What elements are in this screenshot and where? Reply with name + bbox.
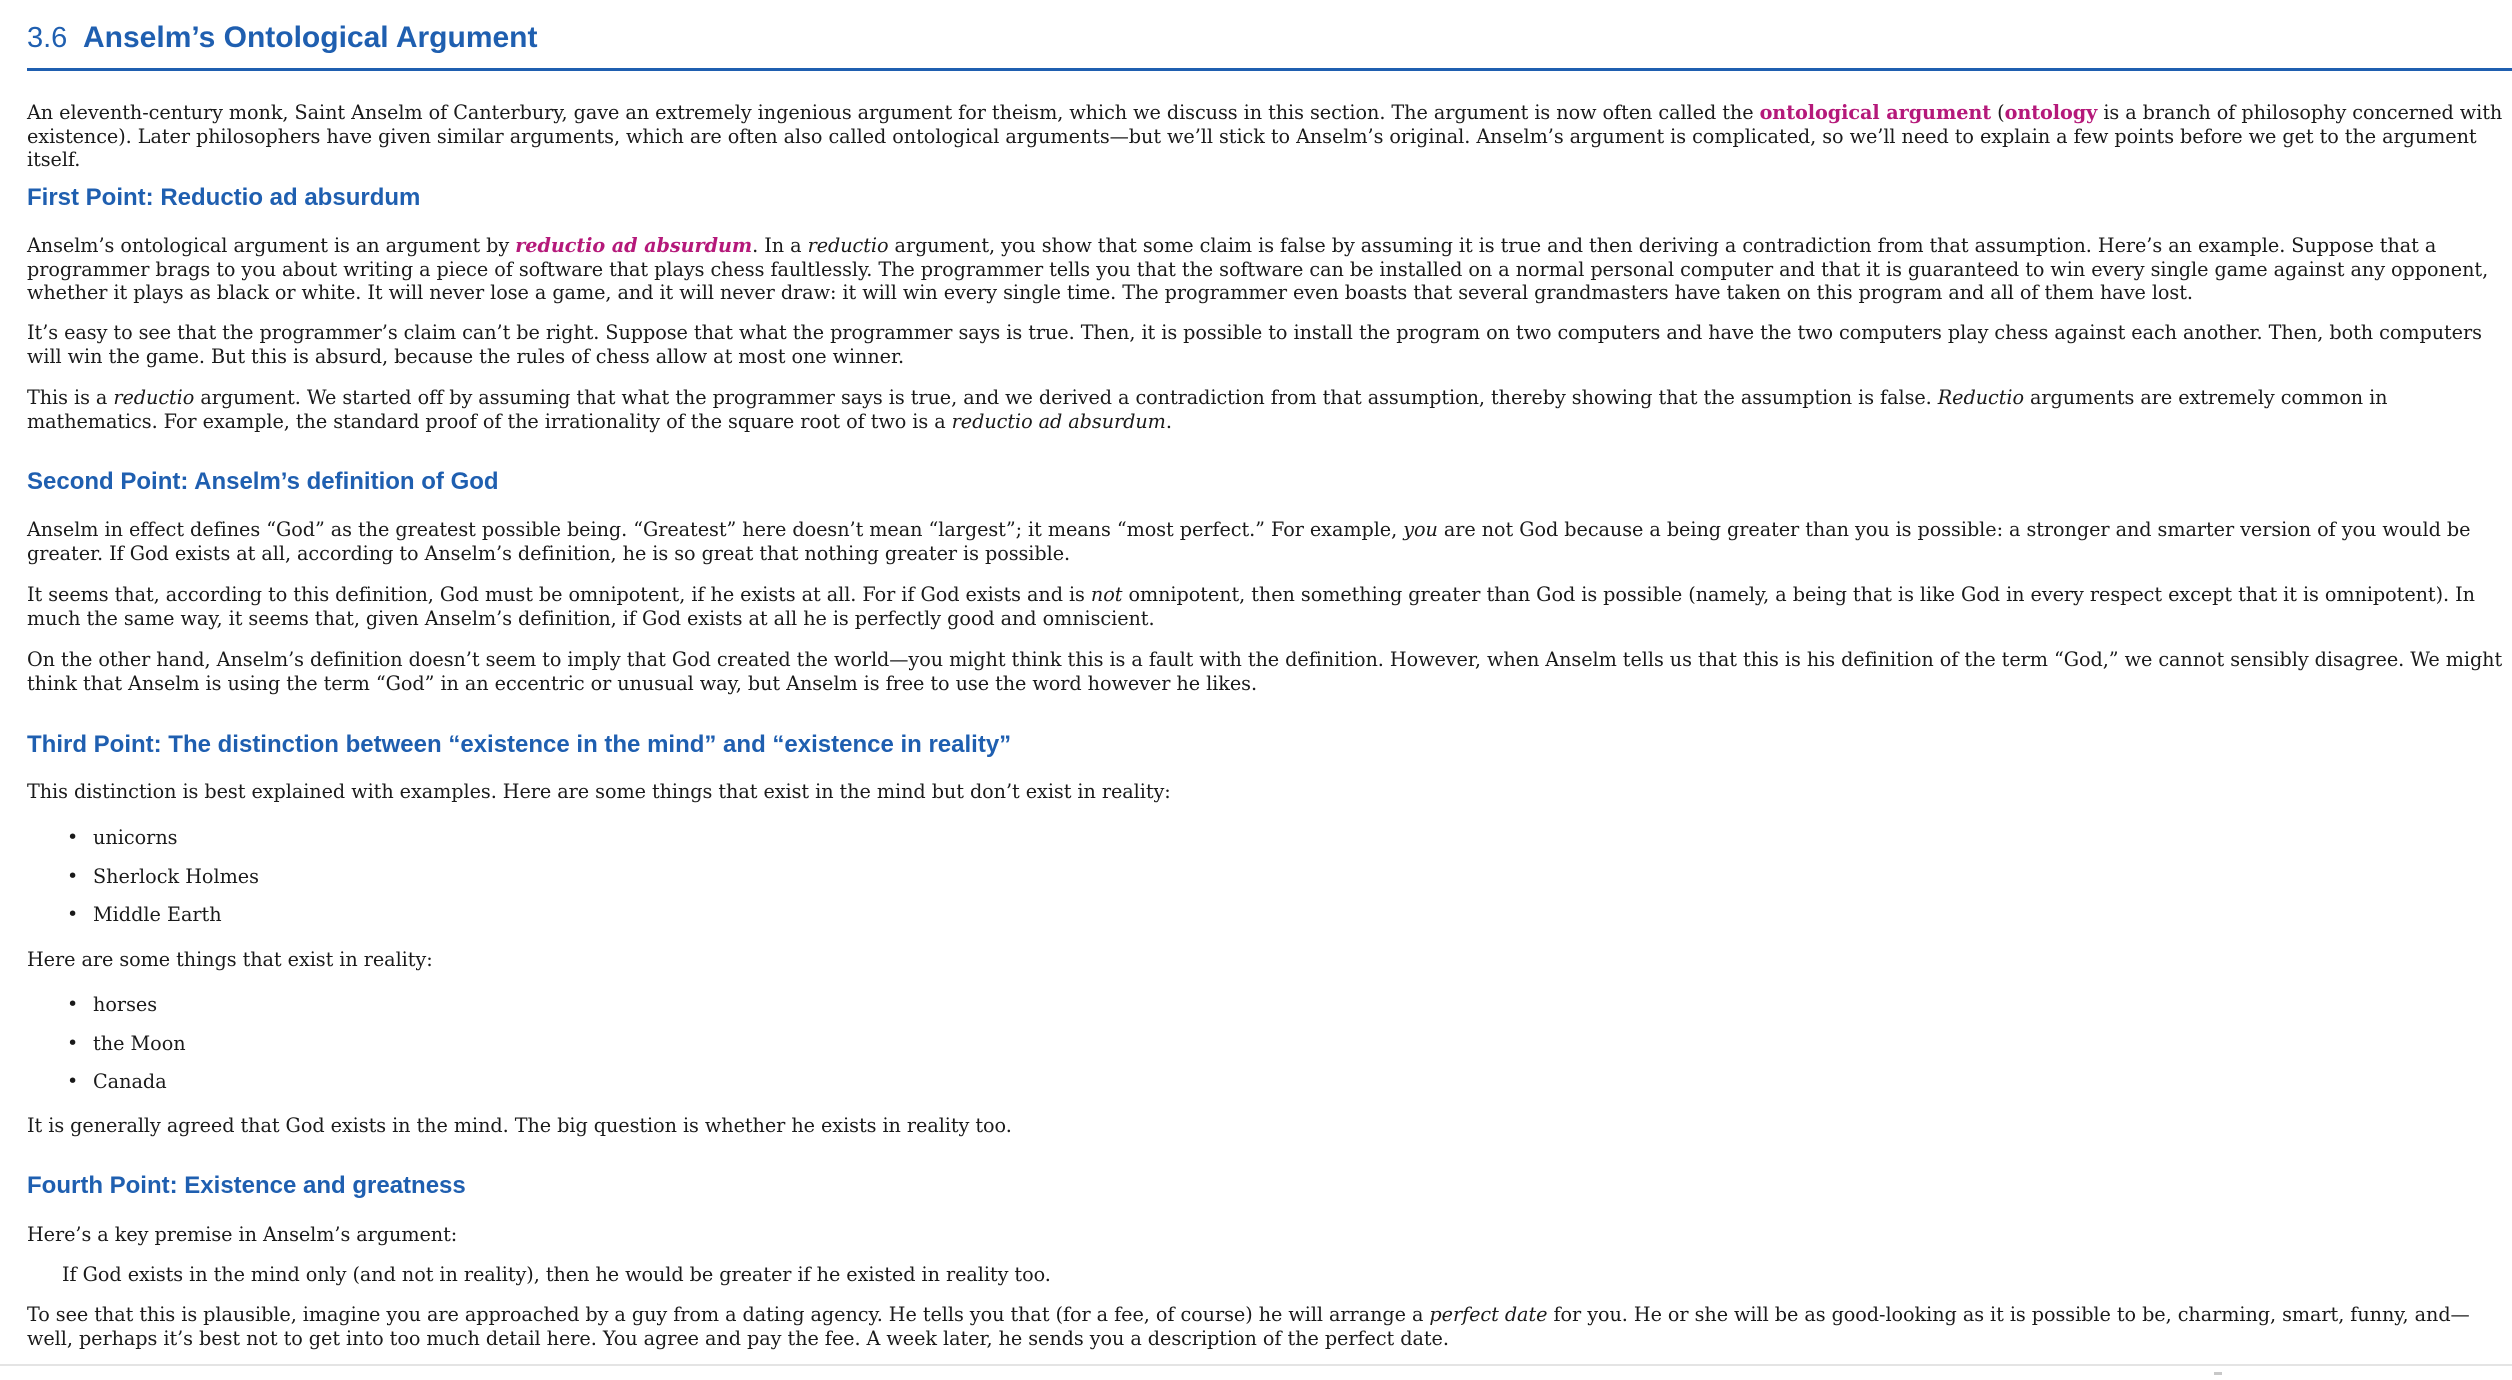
text-run: for you. He or she will be as good-looking as it is possible to be, charming, smart, funny, and—well, perhaps it’s best not to get into too much detail here. You agree and pay the fee. A week later, he sends you a description of the perfect date. (27, 1303, 2470, 1350)
emphasis: Reductio (1937, 386, 2024, 409)
bullet-icon: • (67, 826, 79, 848)
first-point-heading: First Point: Reductio ad absurdum (27, 184, 421, 211)
text-run: omnipotent, then something greater than God is possible (namely, a being that is like God in every respect except that it is omnipotent). In much the same way, it seems that, given Anselm’s definition, if God exists at all he is perfectly good and omniscient. (27, 583, 2475, 630)
list-item-text: Canada (93, 1070, 167, 1093)
emphasis: perfect date (1429, 1303, 1548, 1326)
first-point-paragraph-1 (27, 234, 2512, 305)
text-run: . In a (752, 234, 808, 257)
document-content (27, 0, 2512, 1350)
section-title: Anselm’s Ontological Argument (83, 21, 538, 54)
list-item (67, 826, 259, 865)
text-run: arguments are extremely common in mathematics. For example, the standard proof of the irrationality of the square root of two is a (27, 386, 2388, 433)
text-run: An eleventh-century monk, Saint Anselm of Canterbury, gave an extremely ingenious argument for theism, which we discuss in this section. The argument is now often called the (27, 101, 1760, 124)
first-point-paragraph-2: It’s easy to see that the programmer’s claim can’t be right. Suppose that what the programmer says is true. Then, it is possible to install the program on two computers and have the two computers play chess against each another. Then, both computers will win the game. But this is absurd, because the rules of chess allow at most one winner. (27, 321, 2482, 368)
section-number: 3.6 (27, 22, 68, 54)
text-run: argument, you show that some claim is false by assuming it is true and then deriving a contradiction from that assumption. Here’s an example. Suppose that a programmer brags to you about writing a piece of software that plays chess faultlessly. The programmer tells you that the software can be installed on a normal personal computer and that it is guaranteed to win every single game against any opponent, whether it plays as black or white. It will never lose a game, and it will never draw: it will win every single time. The programmer even boasts that several grandmasters have taken on this program and all of them have lost. (27, 234, 2489, 304)
emphasis: reductio (113, 386, 195, 409)
text-run: . (1165, 409, 1172, 433)
key-premise-quote: If God exists in the mind only (and not in reality), then he would be greater if he existed in reality too. (62, 1263, 1051, 1286)
fourth-point-paragraph-2 (27, 1303, 2512, 1350)
term-reductio-ad-absurdum: reductio ad absurdum (515, 234, 753, 257)
bullet-icon: • (67, 903, 79, 925)
second-point-paragraph-2 (27, 583, 2512, 630)
text-run: is a branch of philosophy concerned with existence). Later philosophers have given similar arguments, which are often also called ontological arguments—but we’ll stick to Anselm’s original. Anselm’s argument is complicated, so we’ll need to explain a few points before we get to the argument itself. (27, 101, 2503, 171)
term-ontology: ontology (2004, 101, 2098, 124)
list-item (67, 1070, 186, 1109)
mind-only-list (67, 826, 259, 942)
third-point-paragraph-2: Here are some things that exist in reality: (27, 948, 433, 971)
third-point-paragraph-3: It is generally agreed that God exists in the mind. The big question is whether he exists in reality too. (27, 1114, 1012, 1137)
emphasis: reductio ad absurdum (951, 409, 1166, 433)
text-run: This is a (27, 386, 114, 409)
fourth-point-heading: Fourth Point: Existence and greatness (27, 1172, 466, 1199)
list-item (67, 865, 259, 904)
bullet-icon: • (67, 993, 79, 1015)
text-run: It seems that, according to this definition, God must be omnipotent, if he exists at all. For if God exists and is (27, 583, 1091, 606)
list-item (67, 1032, 186, 1071)
emphasis: not (1090, 583, 1123, 606)
third-point-heading: Third Point: The distinction between “existence in the mind” and “existence in reality” (27, 731, 1012, 758)
fourth-point-paragraph-1: Here’s a key premise in Anselm’s argument: (27, 1223, 458, 1246)
list-item (67, 903, 259, 942)
second-point-paragraph-1 (27, 518, 2512, 565)
emphasis: reductio (807, 234, 889, 257)
second-point-paragraph-3: On the other hand, Anselm’s definition doesn’t seem to imply that God created the world—you might think this is a fault with the definition. However, when Anselm tells us that this is his definition of the term “God,” we cannot sensibly disagree. We might think that Anselm is using the term “God” in an eccentric or unusual way, but Anselm is free to use the word however he likes. (27, 648, 2503, 695)
list-item-text: Sherlock Holmes (93, 864, 260, 888)
text-run: ( (1991, 101, 2005, 124)
list-item-text: unicorns (93, 826, 178, 849)
first-point-paragraph-3 (27, 386, 2512, 433)
page-bottom-divider (0, 1364, 2512, 1366)
bullet-icon: • (67, 1070, 79, 1092)
third-point-paragraph-1: This distinction is best explained with examples. Here are some things that exist in the mind but don’t exist in reality: (27, 780, 1171, 803)
list-item-text: horses (93, 993, 158, 1016)
second-point-heading: Second Point: Anselm’s definition of God (27, 468, 499, 495)
term-ontological-argument: ontological argument (1759, 101, 1992, 124)
text-run: Anselm’s ontological argument is an argument by (27, 234, 516, 257)
reality-list (67, 993, 186, 1109)
text-run: argument. We started off by assuming that what the programmer says is true, and we derived a contradiction from that assumption, thereby showing that the assumption is false. (194, 386, 1938, 409)
bullet-icon: • (67, 864, 79, 887)
list-item-text: Middle Earth (93, 903, 222, 926)
scroll-indicator (2214, 1372, 2222, 1375)
list-item-text: the Moon (93, 1031, 186, 1055)
text-run: Anselm in effect defines “God” as the greatest possible being. “Greatest” here doesn’t mean “largest”; it means “most perfect.” For example, (27, 518, 1404, 541)
section-header (27, 0, 2512, 71)
list-item (67, 993, 186, 1032)
text-run: are not God because a being greater than you is possible: a stronger and smarter version of you would be greater. If God exists at all, according to Anselm’s definition, he is so great that nothing greater is possible. (27, 518, 2471, 565)
intro-paragraph (27, 101, 2512, 172)
bullet-icon: • (67, 1031, 79, 1054)
emphasis: you (1403, 518, 1438, 541)
text-run: To see that this is plausible, imagine you are approached by a guy from a dating agency. He tells you that (for a fee, of course) he will arrange a (27, 1303, 1430, 1326)
